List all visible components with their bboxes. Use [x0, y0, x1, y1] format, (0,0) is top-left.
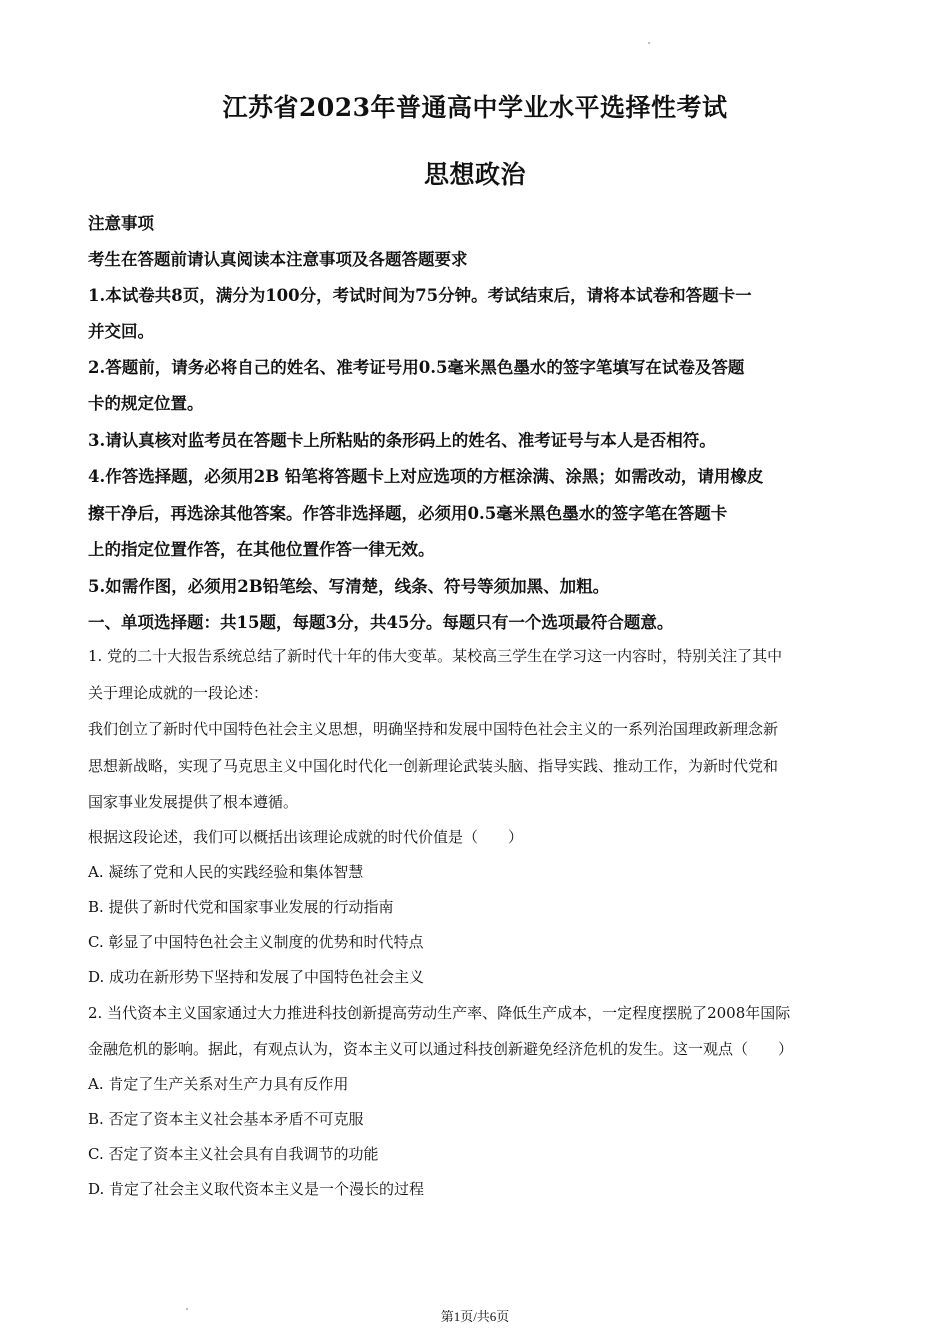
page-number: 第1页/共6页: [440, 1309, 510, 1324]
question-2-line: 金融危机的影响。据此，有观点认为，资本主义可以通过科技创新避免经济危机的发生。这一观点（ ）: [88, 1040, 794, 1058]
notice-line: 2.答题前，请务必将自己的姓名、准考证号用0.5毫米黑色墨水的签字笔填写在试卷及答题: [88, 358, 745, 377]
question-1-line: 关于理论成就的一段论述：: [88, 684, 269, 702]
question-1-line: 1. 党的二十大报告系统总结了新时代十年的伟大变革。某校高三学生在学习这一内容时，特别关注了其中: [88, 647, 783, 665]
notice-line: 并交回。: [88, 322, 154, 341]
notice-line: 4.作答选择题，必须用2B 铅笔将答题卡上对应选项的方框涂满、涂黑；如需改动，请用橡皮: [88, 467, 764, 486]
question-1-option-b: B. 提供了新时代党和国家事业发展的行动指南: [88, 898, 394, 916]
notice-intro: 考生在答题前请认真阅读本注意事项及各题答题要求: [88, 250, 468, 269]
notice-heading: 注意事项: [88, 214, 154, 233]
question-1-quote: 国家事业发展提供了根本遵循。: [88, 793, 299, 811]
question-1-option-c: C. 彰显了中国特色社会主义制度的优势和时代特点: [88, 933, 424, 951]
subject-title: 思想政治: [423, 160, 526, 189]
question-1-quote: 思想新战略，实现了马克思主义中国化时代化一创新理论武装头脑、指导实践、推动工作，为新时代党和: [88, 757, 779, 775]
section-heading: 一、单项选择题：共15题，每题3分，共45分。每题只有一个选项最符合题意。: [88, 613, 674, 632]
notice-line: 擦干净后，再选涂其他答案。作答非选择题，必须用0.5毫米黑色墨水的签字笔在答题卡: [88, 504, 728, 523]
question-1-option-a: A. 凝练了党和人民的实践经验和集体智慧: [88, 863, 364, 881]
question-2-option-a: A. 肯定了生产关系对生产力具有反作用: [88, 1075, 349, 1093]
question-1-stem: 根据这段论述，我们可以概括出该理论成就的时代价值是（ ）: [88, 828, 524, 846]
question-2-option-c: C. 否定了资本主义社会具有自我调节的功能: [88, 1145, 379, 1163]
notice-line: 卡的规定位置。: [88, 394, 204, 413]
question-2-option-d: D. 肯定了社会主义取代资本主义是一个漫长的过程: [88, 1180, 425, 1198]
question-1-quote: 我们创立了新时代中国特色社会主义思想，明确坚持和发展中国特色社会主义的一系列治国理政新理念新: [88, 720, 779, 738]
notice-line: 1.本试卷共8页，满分为100分，考试时间为75分钟。考试结束后，请将本试卷和答题卡一: [88, 286, 752, 305]
notice-line: 上的指定位置作答，在其他位置作答一律无效。: [88, 540, 435, 559]
question-2-option-b: B. 否定了资本主义社会基本矛盾不可克服: [88, 1110, 364, 1128]
question-1-option-d: D. 成功在新形势下坚持和发展了中国特色社会主义: [88, 968, 425, 986]
notice-line: 3.请认真核对监考员在答题卡上所粘贴的条形码上的姓名、准考证号与本人是否相符。: [88, 431, 716, 450]
exam-title: 江苏省2023年普通高中学业水平选择性考试: [222, 93, 728, 122]
scan-speck: [648, 42, 650, 44]
notice-line: 5.如需作图，必须用2B铅笔绘、写清楚，线条、符号等须加黑、加粗。: [88, 577, 610, 596]
question-2-line: 2. 当代资本主义国家通过大力推进科技创新提高劳动生产率、降低生产成本，一定程度摆脱了2008年国际: [88, 1004, 791, 1022]
